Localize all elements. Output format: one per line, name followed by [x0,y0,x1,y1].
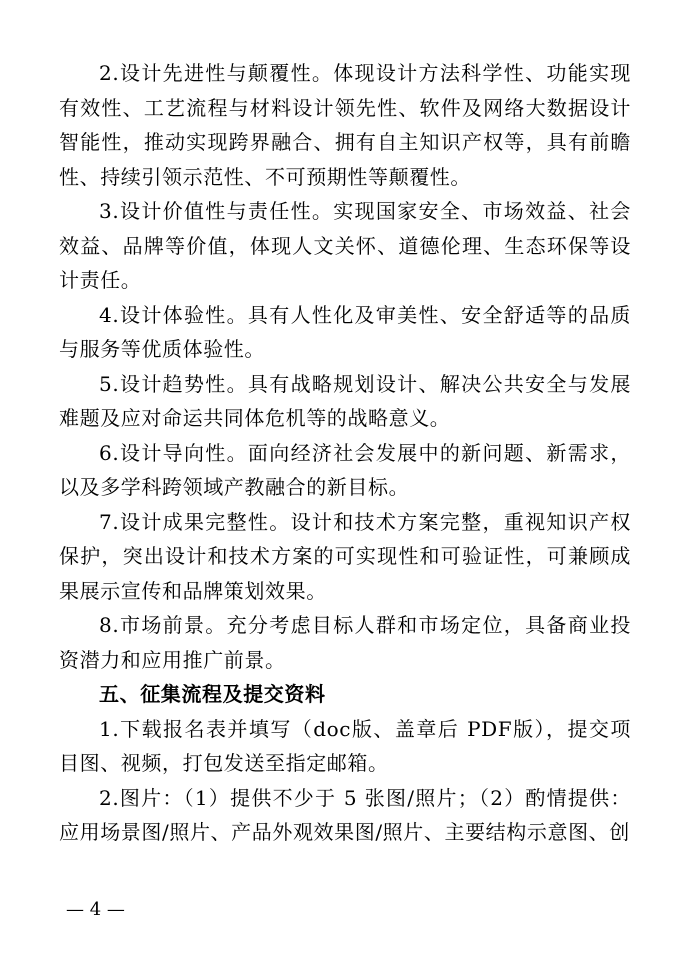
document-body [59,56,631,850]
criterion-paragraph-3: 3.设计价值性与责任性。实现国家安全、市场效益、社会效益、品牌等价值，体现人文关怀、道德伦理、生态环保等设计责任。 [59,199,631,292]
criterion-paragraph-8: 8.市场前景。充分考虑目标人群和市场定位，具备商业投资潜力和应用推广前景。 [59,613,631,672]
process-paragraph-1: 1.下载报名表并填写（doc版、盖章后 PDF版），提交项目图、视频，打包发送至指定邮箱。 [59,716,631,775]
page-number: — 4 — [66,899,125,920]
criterion-paragraph-7: 7.设计成果完整性。设计和技术方案完整，重视知识产权保护，突出设计和技术方案的可实现性和可验证性，可兼顾成果展示宣传和品牌策划效果。 [59,509,631,603]
section-heading: 五、征集流程及提交资料 [99,682,326,706]
criterion-paragraph-4: 4.设计体验性。具有人性化及审美性、安全舒适等的品质与服务等优质体验性。 [59,302,631,361]
criterion-paragraph-6: 6.设计导向性。面向经济社会发展中的新问题、新需求，以及多学科跨领域产教融合的新目标。 [59,440,631,499]
criterion-paragraph-5: 5.设计趋势性。具有战略规划设计、解决公共安全与发展难题及应对命运共同体危机等的战略意义。 [59,371,631,430]
criterion-paragraph-2: 2.设计先进性与颠覆性。体现设计方法科学性、功能实现有效性、工艺流程与材料设计领先性、软件及网络大数据设计智能性，推动实现跨界融合、拥有自主知识产权等，具有前瞻性、持续引领示范性、不可预期性等颠覆性。 [59,61,631,189]
process-paragraph-2: 2.图片：（1）提供不少于 5 张图/照片；（2）酌情提供：应用场景图/照片、产品外观效果图/照片、主要结构示意图、创 [59,785,631,844]
